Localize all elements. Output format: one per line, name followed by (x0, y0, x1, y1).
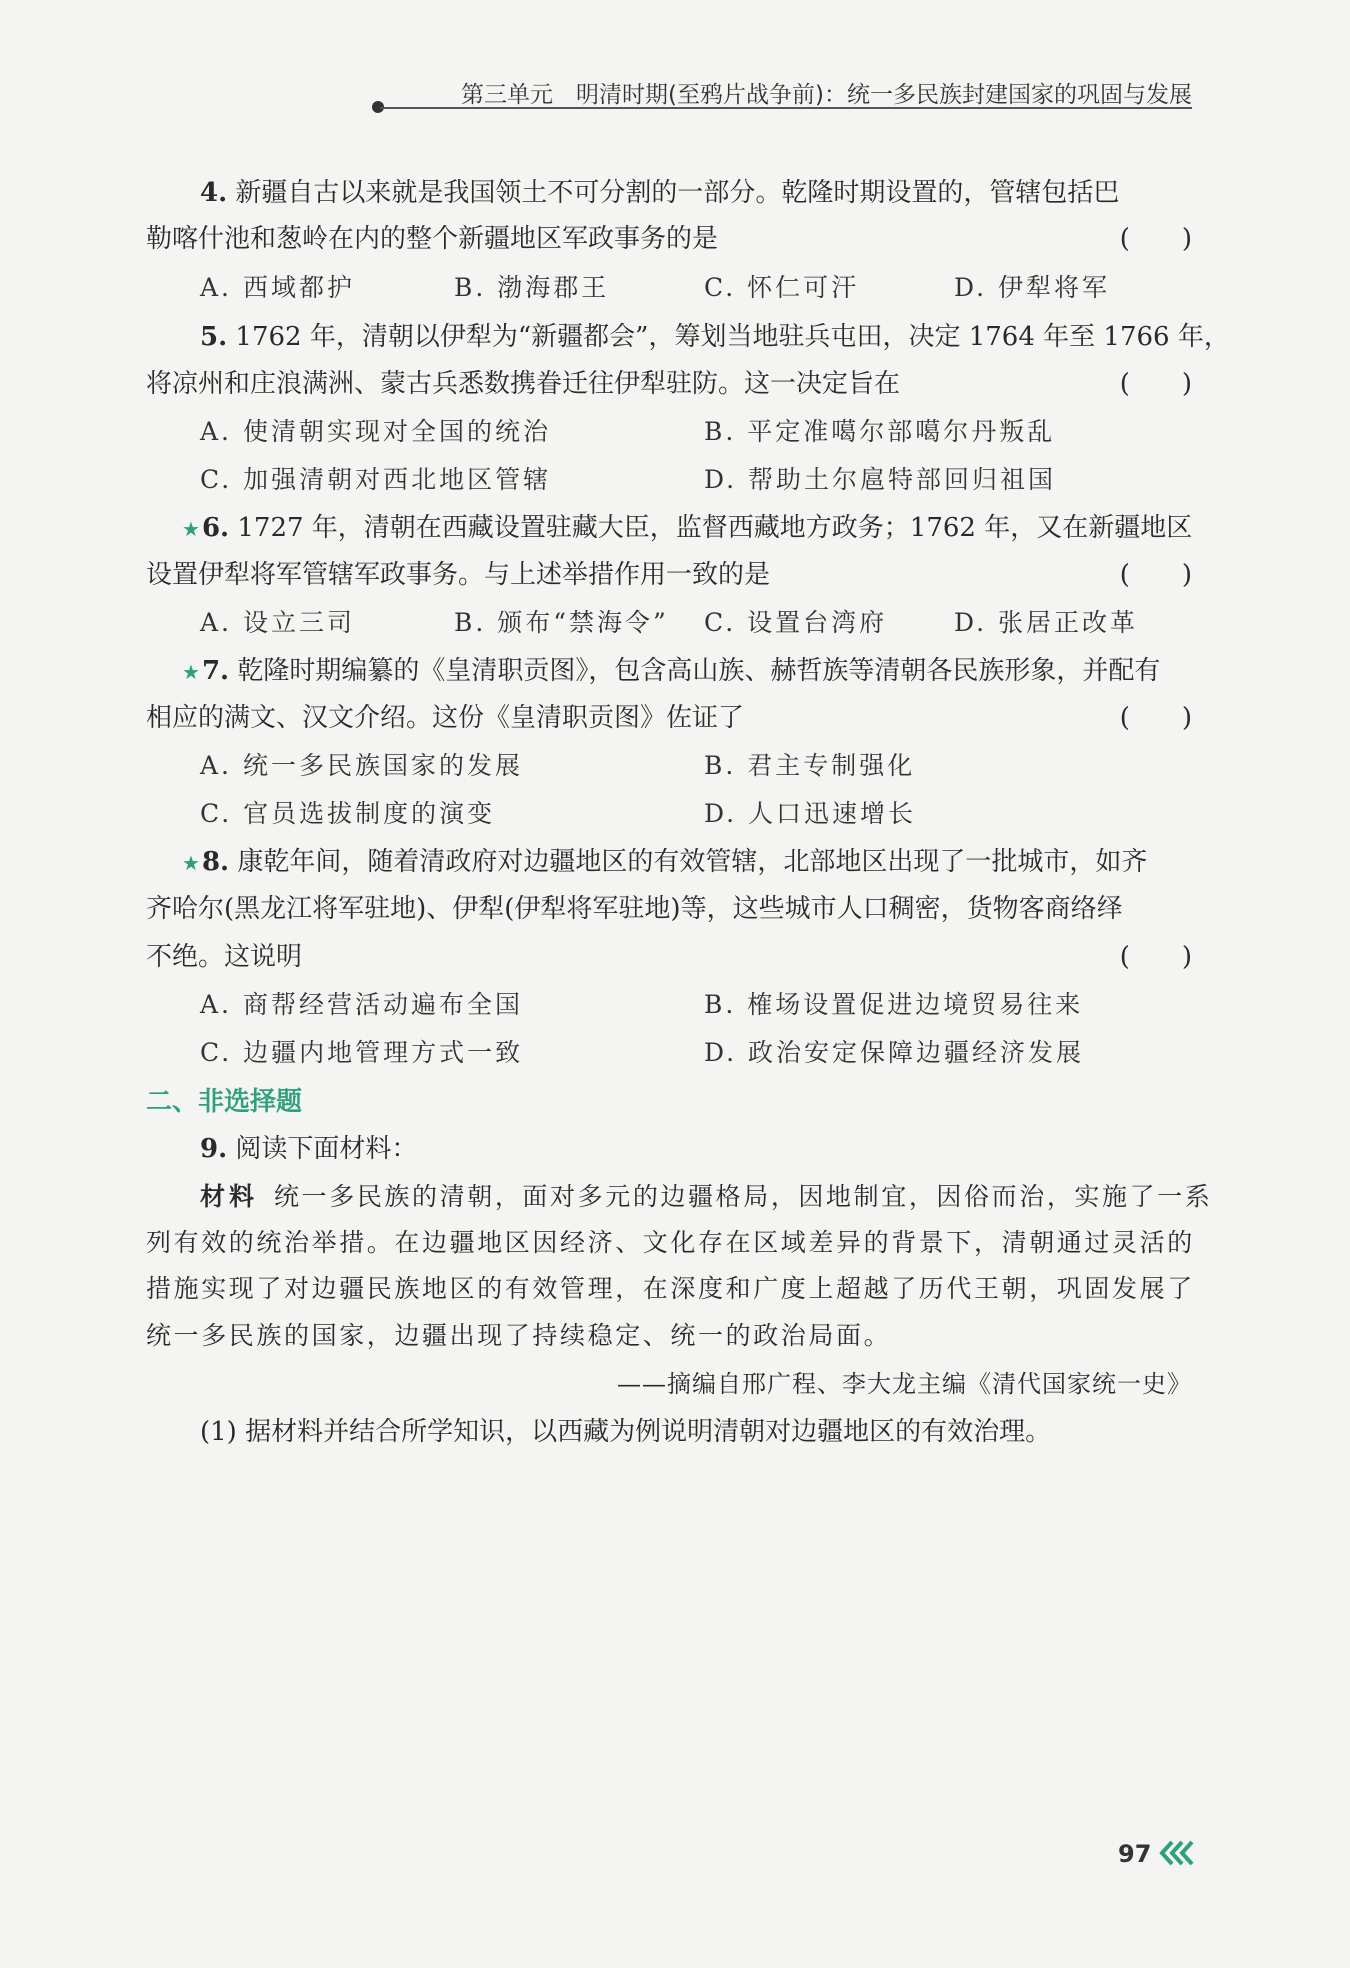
answer-blank[interactable]: ( ) (1119, 369, 1192, 399)
option-d[interactable]: D. 张居正改革 (954, 608, 1139, 637)
option-d[interactable]: D. 政治安定保障边疆经济发展 (704, 1038, 1085, 1067)
star-icon: ★ (182, 851, 200, 875)
option-c[interactable]: C. 怀仁可汗 (704, 273, 860, 302)
question-4-number: 4. (200, 178, 228, 208)
answer-blank[interactable]: ( ) (1119, 560, 1192, 590)
answer-blank[interactable]: ( ) (1119, 703, 1192, 733)
question-8-number: 8. (201, 847, 230, 877)
question-8-line-3: 不绝。这说明 (146, 942, 303, 972)
option-c[interactable]: C. 加强清朝对西北地区管辖 (200, 465, 552, 494)
question-4-line-1: 4. 新疆自古以来就是我国领土不可分割的一部分。乾隆时期设置的，管辖包括巴 (200, 178, 1120, 208)
question-8-line-2: 齐哈尔(黑龙江将军驻地)、伊犁(伊犁将军驻地)等，这些城市人口稠密，货物客商络绎 (146, 894, 1123, 924)
option-c[interactable]: C. 设置台湾府 (704, 608, 888, 637)
section-heading: 二、非选择题 (146, 1087, 303, 1117)
question-7-number: 7. (201, 656, 230, 686)
star-icon: ★ (182, 517, 200, 541)
material-line-1: 材料 统一多民族的清朝，面对多元的边疆格局，因地制宜，因俗而治，实施了一系 (200, 1182, 1213, 1211)
material-source: ——摘编自邢广程、李大龙主编《清代国家统一史》 (617, 1370, 1192, 1398)
option-d[interactable]: D. 帮助土尔扈特部回归祖国 (704, 465, 1057, 494)
question-9-intro: 9. 阅读下面材料： (200, 1134, 418, 1164)
answer-blank[interactable]: ( ) (1119, 224, 1192, 254)
material-line-4: 统一多民族的国家，边疆出现了持续稳定、统一的政治局面。 (146, 1321, 892, 1350)
material-label: 材料 (200, 1182, 259, 1211)
option-a[interactable]: A. 西域都护 (200, 273, 355, 302)
star-icon: ★ (182, 660, 200, 684)
answer-blank[interactable]: ( ) (1119, 942, 1192, 972)
option-c[interactable]: C. 官员选拔制度的演变 (200, 799, 496, 828)
option-c[interactable]: C. 边疆内地管理方式一致 (200, 1038, 524, 1067)
option-d[interactable]: D. 伊犁将军 (954, 273, 1111, 302)
option-b[interactable]: B. 渤海郡王 (454, 273, 610, 302)
option-a[interactable]: A. 使清朝实现对全国的统治 (200, 417, 551, 446)
question-5-line-1: 5. 1762 年，清朝以伊犁为“新疆都会”，筹划当地驻兵屯田，决定 1764 年至 1766 年， (200, 322, 1230, 352)
question-4-line-2: 勒喀什池和葱岭在内的整个新疆地区军政事务的是 (146, 224, 719, 254)
material-line-2: 列有效的统治举措。在边疆地区因经济、文化存在区域差异的背景下，清朝通过灵活的 (146, 1228, 1195, 1257)
option-b[interactable]: B. 颁布“禁海令” (454, 608, 669, 637)
page-number: 97 (1118, 1840, 1152, 1868)
running-header: 第三单元 明清时期(至鸦片战争前)：统一多民族封建国家的巩固与发展 (461, 82, 1192, 108)
question-6-line-1: ★6. 1727 年，清朝在西藏设置驻藏大臣，监督西藏地方政务；1762 年，又在新疆地区 (182, 513, 1193, 543)
option-a[interactable]: A. 统一多民族国家的发展 (200, 751, 523, 780)
question-6-line-2: 设置伊犁将军管辖军政事务。与上述举措作用一致的是 (146, 560, 771, 590)
question-5-line-2: 将凉州和庄浪满洲、蒙古兵悉数携眷迁往伊犁驻防。这一决定旨在 (146, 369, 901, 399)
material-line-3: 措施实现了对边疆民族地区的有效管理，在深度和广度上超越了历代王朝，巩固发展了 (146, 1274, 1195, 1303)
question-9-number: 9. (200, 1134, 228, 1164)
question-9-part-1: (1) 据材料并结合所学知识，以西藏为例说明清朝对边疆地区的有效治理。 (200, 1417, 1052, 1447)
option-b[interactable]: B. 榷场设置促进边境贸易往来 (704, 990, 1084, 1019)
question-5-number: 5. (200, 322, 228, 352)
option-a[interactable]: A. 商帮经营活动遍布全国 (200, 990, 523, 1019)
question-8-line-1: ★8. 康乾年间，随着清政府对边疆地区的有效管辖，北部地区出现了一批城市，如齐 (182, 847, 1148, 877)
option-d[interactable]: D. 人口迅速增长 (704, 799, 917, 828)
question-7-line-2: 相应的满文、汉文介绍。这份《皇清职贡图》佐证了 (146, 703, 745, 733)
double-chevron-left-icon (1158, 1838, 1198, 1868)
question-7-line-1: ★7. 乾隆时期编纂的《皇清职贡图》，包含高山族、赫哲族等清朝各民族形象，并配有 (182, 656, 1161, 686)
question-6-number: 6. (201, 513, 230, 543)
option-b[interactable]: B. 平定准噶尔部噶尔丹叛乱 (704, 417, 1056, 446)
option-b[interactable]: B. 君主专制强化 (704, 751, 916, 780)
option-a[interactable]: A. 设立三司 (200, 608, 355, 637)
